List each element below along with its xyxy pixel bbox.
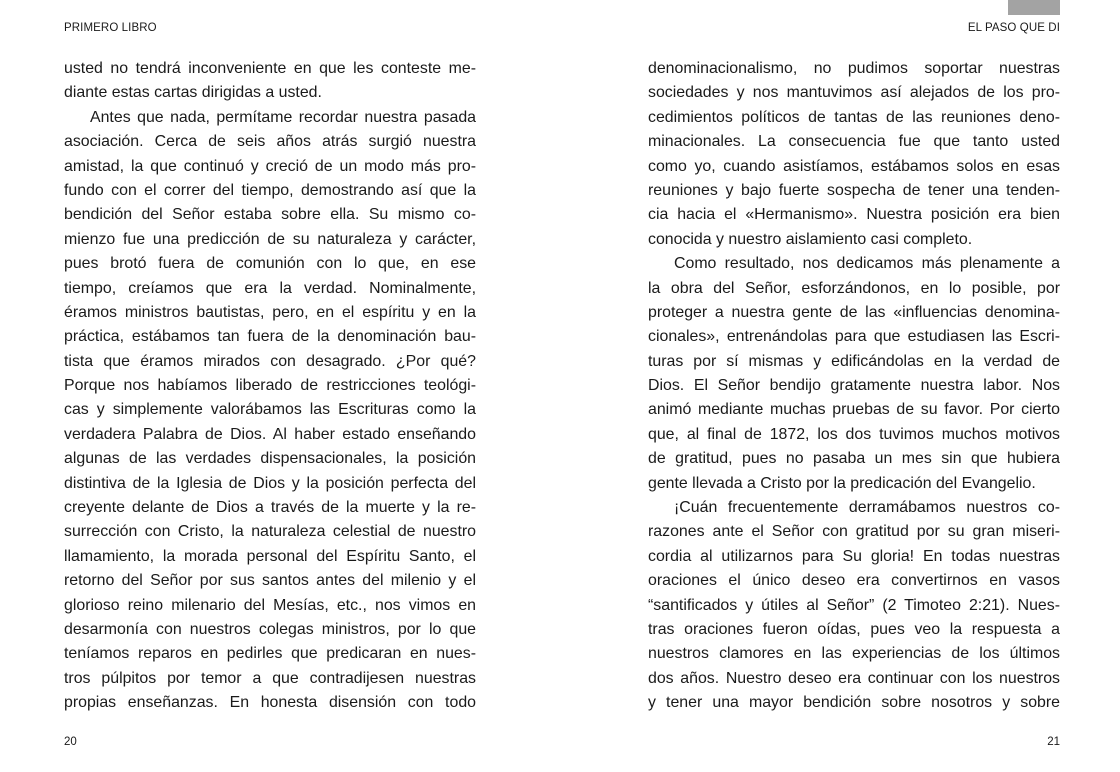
text-line: tros púlpitos por temor a que contradijesen nuestras (64, 669, 476, 687)
text-line: cas y simplemente valorábamos las Escrituras como la (64, 401, 476, 419)
text-line: la obra del Señor, esforzándonos, en lo posible, por (648, 279, 1060, 297)
text-line: de gratitud, pues no pasaba un mes sin que hubiera (648, 450, 1060, 468)
text-line: gente llevada a Cristo por la predicación del Evangelio. (648, 474, 1036, 492)
text-line: diante estas cartas dirigidas a usted. (64, 84, 322, 102)
text-line: ¡Cuán frecuentemente derramábamos nuestros co- (674, 499, 1060, 517)
text-line: asociación. Cerca de seis años atrás surgió nuestra (64, 133, 476, 151)
left-page-text (64, 57, 476, 716)
text-line: cedimientos políticos de tantas de las reuniones deno- (648, 108, 1060, 126)
text-line: algunas de las verdades dispensacionales, la posición (64, 450, 476, 468)
text-line: teníamos reparos en pedirles que predicaran en nues- (64, 645, 476, 663)
text-line: éramos ministros bautistas, pero, en el espíritu y en la (64, 303, 476, 321)
text-line: creyente delante de Dios a través de la muerte y la re- (64, 499, 476, 517)
text-line: práctica, estábamos tan fuera de la denominación bau- (64, 328, 476, 346)
text-line: como yo, cuando asistíamos, estábamos solos en esas (648, 157, 1060, 175)
text-line: bendición del Señor estaba sobre ella. Su mismo co- (64, 206, 476, 224)
text-line: denominacionalismo, no pudimos soportar nuestras (648, 60, 1060, 77)
text-line: distintiva de la Iglesia de Dios y la posición perfecta del (64, 474, 476, 492)
text-line: nuestros clamores en las experiencias de los últimos (648, 645, 1060, 663)
text-line: fundo con el correr del tiempo, demostrando así que la (64, 181, 476, 199)
text-line: retorno del Señor por sus santos antes del milenio y el (64, 572, 476, 590)
running-head-left: PRIMERO LIBRO (64, 22, 157, 34)
text-line: cordia al utilizarnos para Su gloria! En todas nuestras (648, 547, 1060, 565)
text-line: llamamiento, la morada personal del Espíritu Santo, el (64, 547, 476, 565)
text-line: proteger a nuestra gente de las «influencias denomina- (648, 303, 1060, 321)
text-line: sociedades y nos mantuvimos así alejados de los pro- (648, 84, 1060, 102)
text-line: conocida y nuestro aislamiento casi completo. (648, 230, 973, 248)
text-line: cia hacia el «Hermanismo». Nuestra posición era bien (648, 206, 1060, 224)
text-line: “santificados y útiles al Señor” (2 Timoteo 2:21). Nues- (648, 596, 1060, 614)
text-line: pues brotó fuera de comunión con lo que, en ese (64, 255, 476, 273)
text-line: que, al final de 1872, los dos tuvimos muchos motivos (648, 425, 1060, 443)
running-head-right: EL PASO QUE DI (967, 22, 1060, 34)
text-line: turas por sí mismas y edificándolas en la verdad de (648, 352, 1060, 370)
text-line: y tener una mayor bendición sobre nosotros y sobre (648, 694, 1060, 712)
text-line: cionales», entrenándolas para que estudiasen las Escri- (648, 328, 1060, 346)
text-line: Dios. El Señor bendijo gratamente nuestra labor. Nos (648, 377, 1060, 395)
text-line: Porque nos habíamos liberado de restricciones teológi- (64, 377, 476, 395)
text-line: tista que éramos mirados con desagrado. ¿Por qué? (64, 352, 476, 370)
text-line: surrección con Cristo, la naturaleza celestial de nuestro (64, 523, 476, 541)
text-line: Antes que nada, permítame recordar nuestra pasada (90, 108, 476, 126)
text-line: usted no tendrá inconveniente en que les conteste me- (64, 60, 476, 77)
page-number-right: 21 (1047, 736, 1060, 748)
text-line: propias enseñanzas. En honesta disensión con todo (64, 694, 476, 712)
text-line: minacionales. La consecuencia fue que tanto usted (648, 133, 1060, 151)
text-line: oraciones el único deseo era convertirnos en vasos (648, 572, 1060, 590)
text-line: glorioso reino milenario del Mesías, etc., nos vimos en (64, 596, 476, 614)
text-line: mienzo fue una predicción de su naturaleza y carácter, (64, 230, 476, 248)
text-line: animó mediante muchas pruebas de su favor. Por cierto (648, 401, 1060, 419)
page-number-left: 20 (64, 736, 77, 748)
left-page (64, 0, 476, 772)
text-line: verdadera Palabra de Dios. Al haber estado enseñando (64, 425, 476, 443)
right-page (648, 0, 1060, 772)
text-line: tiempo, creíamos que era la verdad. Nominalmente, (64, 279, 476, 297)
text-line: tras oraciones fueron oídas, pues veo la respuesta a (648, 620, 1060, 638)
right-page-text (648, 57, 1060, 716)
text-line: desarmonía con nuestros colegas ministros, por lo que (64, 620, 476, 638)
text-line: razones ante el Señor con gratitud por su gran miseri- (648, 523, 1060, 541)
text-line: Como resultado, nos dedicamos más plenamente a (674, 255, 1060, 273)
text-line: dos años. Nuestro deseo era continuar con los nuestros (648, 669, 1060, 687)
text-line: reuniones y bajo fuerte sospecha de tener una tenden- (648, 181, 1060, 199)
text-line: amistad, la que continuó y creció de un modo más pro- (64, 157, 476, 175)
